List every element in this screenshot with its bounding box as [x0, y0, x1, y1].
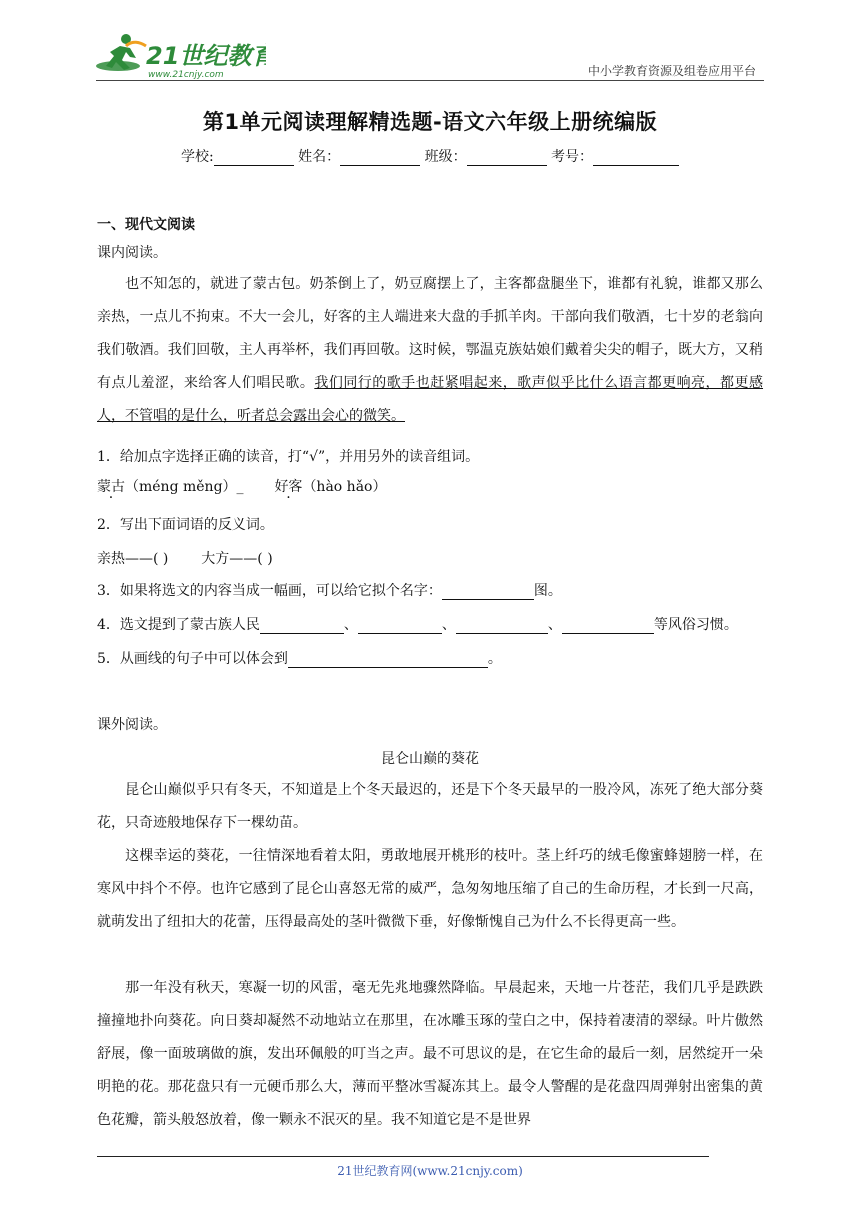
- question-4: 4．选文提到了蒙古族人民 、 、 、 等风俗习惯。: [97, 617, 738, 633]
- passage-mongolian-yurt: [97, 268, 763, 433]
- class-field[interactable]: [467, 151, 547, 166]
- school-field[interactable]: [214, 151, 294, 166]
- section-heading: 一、现代文阅读: [97, 217, 195, 233]
- footer-divider: [97, 1156, 709, 1157]
- passage-paragraph-2: 这棵幸运的葵花，一往情深地看着太阳，勇敢地展开桃形的枝叶。茎上纤巧的绒毛像蜜蜂翅膀一样，在寒风中抖个不停。也许它感到了昆仑山喜怒无常的威严，急匆匆地压缩了自己的生命历程，才长到一尺高，就萌发出了纽扣大的花蕾，压得最高处的茎叶微微下垂，好像惭愧自己为什么不长得更高一些。: [97, 848, 763, 930]
- svg-text:21世纪教育: 21世纪教育: [146, 42, 266, 70]
- passage-paragraph-3: 那一年没有秋天，寒凝一切的风雷，毫无先兆地骤然降临。早晨起来，天地一片苍茫，我们几乎是跌跌撞撞地扑向葵花。向日葵却凝然不动地站立在那里，在冰雕玉琢的莹白之中，保持着凄清的翠绿。叶片傲然舒展，像一面玻璃做的旗，发出环佩般的叮当之声。最不可思议的是，在它生命的最后一刻，居然绽开一朵明艳的花。那花盘只有一元硬币那么大，薄而平整冰雪凝冻其上。最令人警醒的是花盘四周弹射出密集的黄色花瓣，箭头般怒放着，像一颗永不泯灭的星。我不知道它是不是世界: [97, 980, 763, 1128]
- q3-answer-blank[interactable]: [442, 585, 534, 600]
- passage-paragraph-1: 昆仑山巅似乎只有冬天，不知道是上个冬天最迟的，还是下个冬天最早的一股冷风，冻死了绝大部分葵花，只奇迹般地保存下一棵幼苗。: [97, 782, 763, 831]
- school-label: 学校:: [180, 149, 214, 165]
- question-5: 5．从画线的句子中可以体会到 。: [97, 651, 502, 667]
- pinyin-options-1: （méng měng）_: [125, 479, 244, 495]
- dotted-word-haoke: 好客: [274, 479, 303, 495]
- extracurricular-reading-label: 课外阅读。: [97, 717, 167, 733]
- passage-text: 也不知怎的，就进了蒙古包。奶茶倒上了，奶豆腐摆上了，主客都盘腿坐下，谁都有礼貌，谁都又那么亲热，一点儿不拘束。不大一会儿，好客的主人端进来大盘的手抓羊肉。干部向我们敬酒，七十岁的老翁向我们敬酒。我们回敬，主人再举杯，我们再回敬。这时候，鄂温克族姑娘们戴着尖尖的帽子，既大方，又稍有点儿羞涩，来给客人们唱民歌。: [97, 276, 763, 391]
- passage-title: 昆仑山巅的葵花: [381, 751, 479, 767]
- name-field[interactable]: [340, 151, 420, 166]
- exam-number-label: 考号：: [551, 149, 594, 165]
- q4-blank-3[interactable]: [456, 619, 548, 634]
- student-info-row: [0, 146, 860, 166]
- name-label: 姓名：: [298, 149, 341, 165]
- footer-text: 21世纪教育网(www.21cnjy.com): [337, 1164, 523, 1178]
- svg-text:www.21cnjy.com: www.21cnjy.com: [148, 70, 224, 80]
- platform-name: 中小学教育资源及组卷应用平台: [587, 64, 756, 78]
- q4-blank-1[interactable]: [260, 619, 344, 634]
- question-2-items: [97, 548, 273, 568]
- pinyin-options-2: （hào hǎo）: [302, 479, 387, 495]
- page-title: 第1单元阅读理解精选题-语文六年级上册统编版: [202, 110, 658, 134]
- q5-answer-blank[interactable]: [288, 653, 488, 668]
- dotted-word-menggu: 蒙古: [97, 479, 125, 495]
- antonym-item-2: 大方——( ): [201, 551, 273, 567]
- header-divider: [96, 80, 764, 81]
- antonym-item-1: 亲热——( ): [97, 551, 169, 567]
- in-class-reading-label: 课内阅读。: [97, 245, 167, 261]
- q4-blank-4[interactable]: [562, 619, 654, 634]
- underlined-sentence: 我们同行的歌手也赶紧唱起来，歌声似乎比什么语言都更响亮，都更感人，不管唱的是什么，听者总会露出会心的微笑。: [97, 375, 764, 424]
- class-label: 班级：: [424, 149, 467, 165]
- question-3: 3．如果将选文的内容当成一幅画，可以给它拟个名字： 图。: [97, 583, 562, 599]
- question-1-options: [97, 476, 386, 496]
- exam-number-field[interactable]: [593, 151, 679, 166]
- runner-logo-icon: [96, 30, 266, 82]
- site-logo: [96, 30, 266, 82]
- q4-blank-2[interactable]: [358, 619, 442, 634]
- question-2: 2．写出下面词语的反义词。: [97, 517, 274, 533]
- question-1: 1．给加点字选择正确的读音，打“√”，并用另外的读音组词。: [97, 449, 480, 465]
